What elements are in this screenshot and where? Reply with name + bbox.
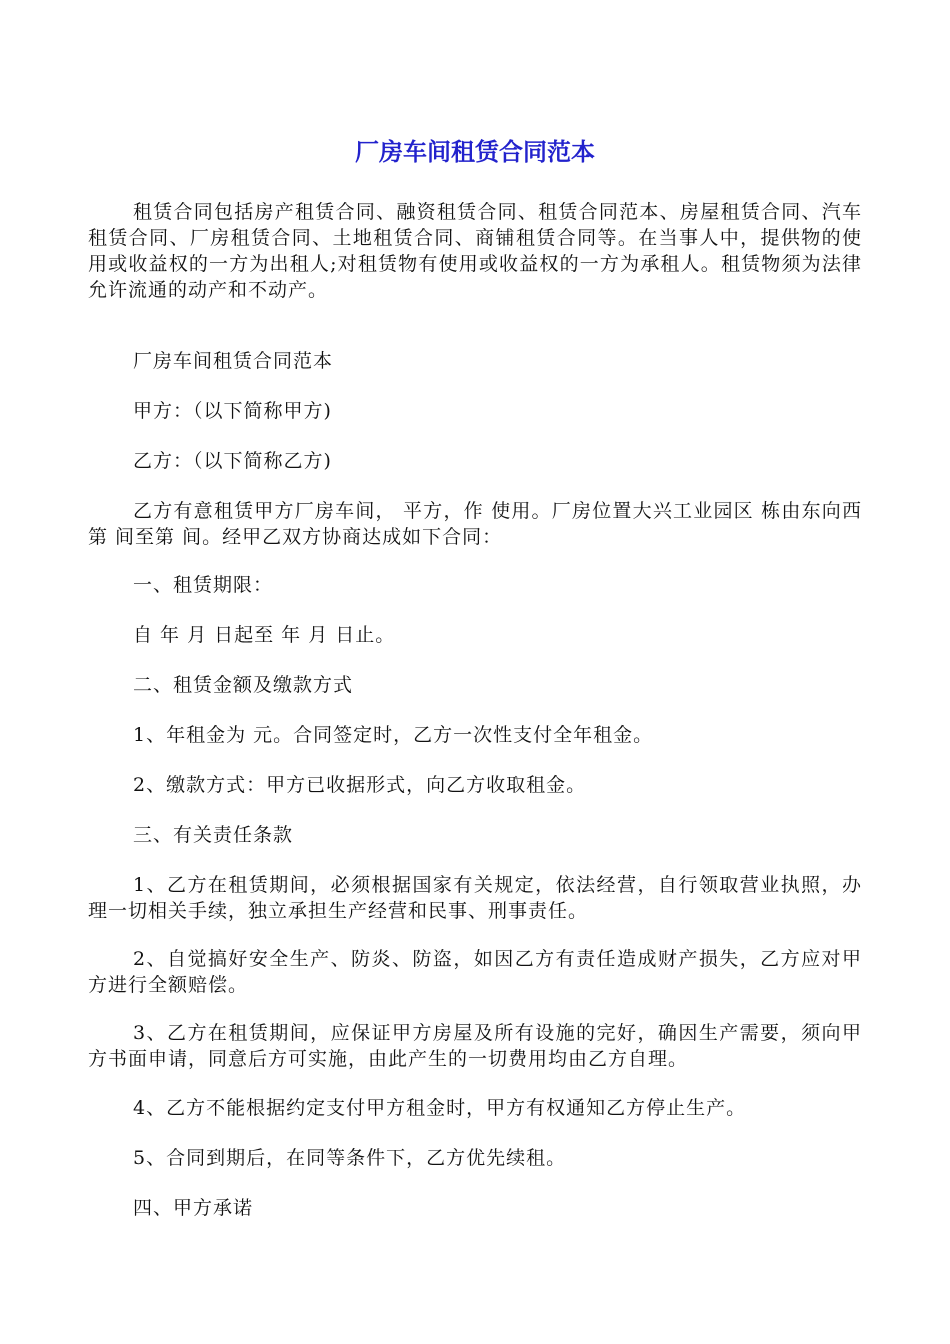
section-heading-payment: 二、租赁金额及缴款方式 [133, 674, 354, 696]
contract-heading: 厂房车间租赁合同范本 [133, 350, 334, 372]
term-dates-line: 自 年 月 日起至 年 月 日止。 [133, 624, 396, 646]
section-heading-responsibility: 三、有关责任条款 [133, 824, 294, 846]
responsibility-clause-1: 1、乙方在租赁期间，必须根据国家有关规定，依法经营，自行领取营业执照，办理一切相关手续，独立承担生产经营和民事、刑事责任。 [88, 874, 862, 922]
section-heading-lessor-commitment: 四、甲方承诺 [133, 1197, 254, 1219]
responsibility-clause-5: 5、合同到期后，在同等条件下，乙方优先续租。 [133, 1147, 567, 1169]
payment-clause-1: 1、年租金为 元。合同签定时，乙方一次性支付全年租金。 [133, 724, 654, 746]
section-heading-term: 一、租赁期限： [133, 574, 274, 596]
party-a-line: 甲方：（以下简称甲方) [133, 400, 332, 422]
responsibility-clause-3: 3、乙方在租赁期间，应保证甲方房屋及所有设施的完好，确因生产需要，须向甲方书面申请，同意后方可实施，由此产生的一切费用均由乙方自理。 [88, 1022, 862, 1070]
payment-clause-2: 2、缴款方式：甲方已收据形式，向乙方收取租金。 [133, 774, 587, 796]
responsibility-clause-2: 2、自觉搞好安全生产、防炎、防盗，如因乙方有责任造成财产损失，乙方应对甲方进行全额赔偿。 [88, 948, 862, 996]
lease-intent-paragraph: 乙方有意租赁甲方厂房车间， 平方，作 使用。厂房位置大兴工业园区 栋由东向西第 间至第 间。经甲乙双方协商达成如下合同： [88, 500, 862, 548]
document-title: 厂房车间租赁合同范本 [355, 138, 595, 166]
intro-paragraph: 租赁合同包括房产租赁合同、融资租赁合同、租赁合同范本、房屋租赁合同、汽车租赁合同、厂房租赁合同、土地租赁合同、商铺租赁合同等。在当事人中，提供物的使用或收益权的一方为出租人;对租赁物有使用或收益权的一方为承租人。租赁物须为法律允许流通的动产和不动产。 [88, 201, 862, 301]
responsibility-clause-4: 4、乙方不能根据约定支付甲方租金时，甲方有权通知乙方停止生产。 [133, 1097, 747, 1119]
party-b-line: 乙方：（以下简称乙方) [133, 450, 332, 472]
